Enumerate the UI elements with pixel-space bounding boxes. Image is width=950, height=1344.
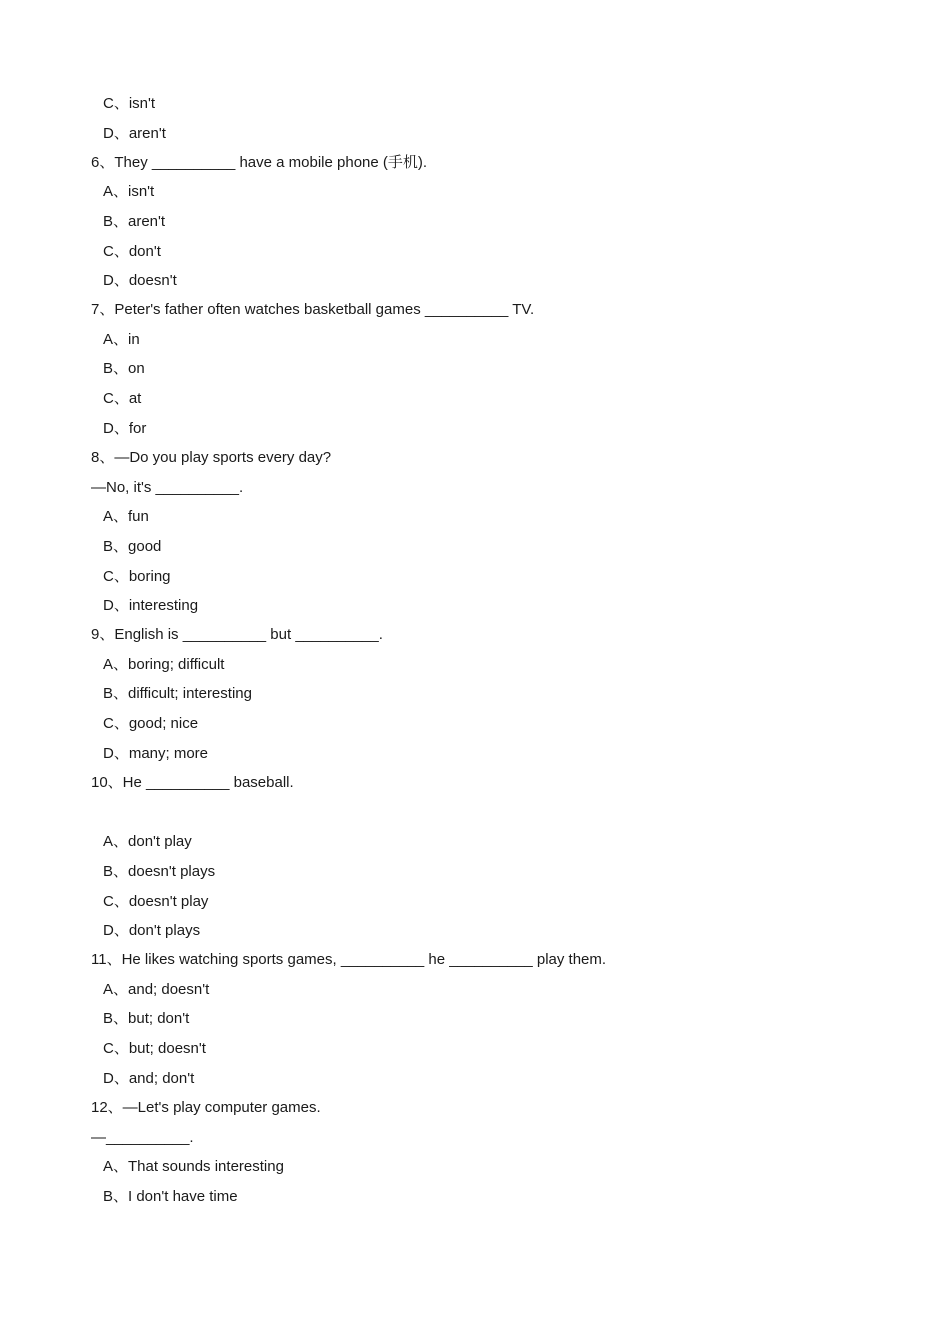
q8-option-d: D、interesting — [103, 597, 199, 614]
q8-option-b: B、good — [103, 538, 162, 555]
q7-option-b: B、on — [103, 360, 145, 377]
question-8: 8、—Do you play sports every day? — [91, 449, 332, 466]
question-7: 7、Peter's father often watches basketball games __________ TV. — [91, 301, 535, 318]
q10-option-b: B、doesn't plays — [103, 863, 216, 880]
q5-option-d: D、aren't — [103, 125, 166, 142]
q9-option-a: A、boring; difficult — [103, 656, 225, 673]
q9-option-c: C、good; nice — [103, 715, 199, 732]
q7-option-a: A、in — [103, 331, 140, 348]
q12-option-a: A、That sounds interesting — [103, 1158, 284, 1175]
question-8-reply: —No, it's __________. — [91, 479, 244, 496]
q7-option-c: C、at — [103, 390, 142, 407]
q6-option-a: A、isn't — [103, 183, 155, 200]
q11-option-c: C、but; doesn't — [103, 1040, 206, 1057]
question-12-reply: —__________. — [91, 1129, 194, 1146]
q9-option-b: B、difficult; interesting — [103, 685, 252, 702]
question-6: 6、They __________ have a mobile phone (手机). — [91, 154, 428, 171]
q6-option-b: B、aren't — [103, 213, 166, 230]
q8-option-c: C、boring — [103, 568, 171, 585]
q11-option-b: B、but; don't — [103, 1010, 190, 1027]
question-11: 11、He likes watching sports games, __________ he __________ play them. — [91, 951, 607, 968]
q10-option-c: C、doesn't play — [103, 893, 209, 910]
q11-option-a: A、and; doesn't — [103, 981, 210, 998]
question-9: 9、English is __________ but __________. — [91, 626, 383, 643]
q9-option-d: D、many; more — [103, 745, 209, 762]
question-10: 10、He __________ baseball. — [91, 774, 294, 791]
q12-option-b: B、I don't have time — [103, 1188, 238, 1205]
question-12: 12、—Let's play computer games. — [91, 1099, 321, 1116]
q6-option-c: C、don't — [103, 243, 161, 260]
q7-option-d: D、for — [103, 420, 147, 437]
q10-option-a: A、don't play — [103, 833, 192, 850]
q10-option-d: D、don't plays — [103, 922, 201, 939]
q6-option-d: D、doesn't — [103, 272, 177, 289]
q5-option-c: C、isn't — [103, 95, 156, 112]
q11-option-d: D、and; don't — [103, 1070, 195, 1087]
q8-option-a: A、fun — [103, 508, 149, 525]
